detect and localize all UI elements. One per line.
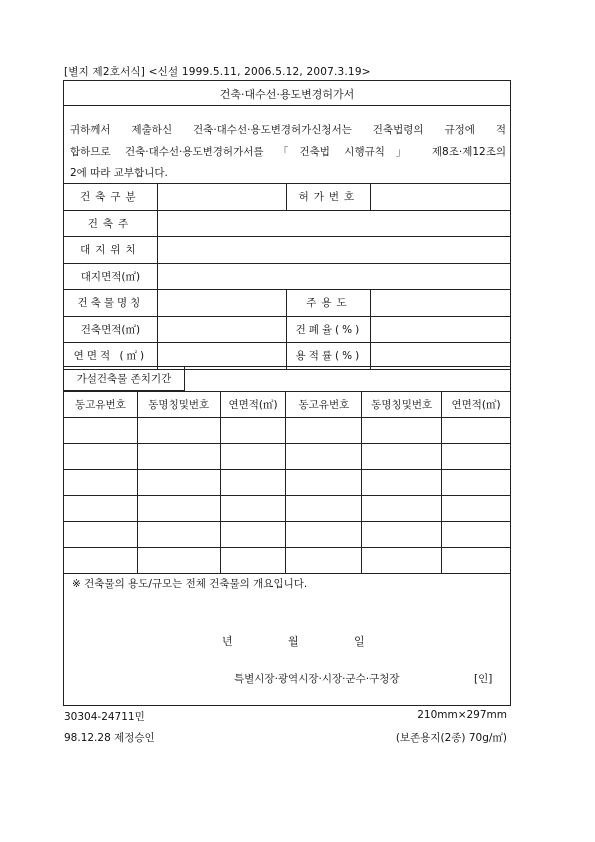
- table-cell[interactable]: [286, 444, 362, 470]
- building-name-label: 건축물명칭: [64, 290, 158, 317]
- table-cell[interactable]: [220, 418, 286, 444]
- building-type-value[interactable]: [157, 184, 287, 211]
- col-header-building-name: 동명칭및번호: [137, 392, 220, 418]
- paper-size: 210mm×297mm: [417, 709, 507, 721]
- official-seal: [인]: [474, 673, 493, 685]
- table-cell[interactable]: [442, 470, 511, 496]
- table-cell[interactable]: [220, 470, 286, 496]
- building-area-value[interactable]: [157, 316, 287, 343]
- temp-period-value[interactable]: [184, 367, 511, 391]
- intro-line: 2에 따라 교부합니다.: [70, 167, 168, 179]
- site-area-value[interactable]: [157, 263, 510, 290]
- temp-period-label: 가설건축물 존치기간: [64, 367, 185, 391]
- building-info-table: [63, 183, 511, 370]
- table-cell[interactable]: [220, 444, 286, 470]
- table-row: [64, 522, 511, 548]
- intro-text: [70, 120, 506, 185]
- table-cell[interactable]: [137, 444, 220, 470]
- building-type-label: 건축구분: [64, 184, 158, 211]
- table-cell[interactable]: [362, 522, 442, 548]
- buildings-table: [63, 391, 511, 574]
- table-row: [64, 548, 511, 574]
- date-day: 일: [354, 635, 365, 648]
- table-cell[interactable]: [286, 470, 362, 496]
- table-row: [64, 470, 511, 496]
- site-location-value[interactable]: [157, 237, 510, 264]
- table-cell[interactable]: [64, 418, 138, 444]
- col-header-building-id: 동고유번호: [286, 392, 362, 418]
- table-cell[interactable]: [442, 444, 511, 470]
- table-cell[interactable]: [286, 418, 362, 444]
- table-cell[interactable]: [286, 496, 362, 522]
- table-cell[interactable]: [220, 548, 286, 574]
- intro-line: 귀하께서 제출하신 건축·대수선·용도변경허가신청서는 건축법령의 규정에 적: [70, 124, 506, 136]
- coverage-ratio-value[interactable]: [371, 316, 511, 343]
- table-cell[interactable]: [137, 548, 220, 574]
- owner-value[interactable]: [157, 210, 510, 237]
- issuing-authority: 특별시장·광역시장·시장·군수·구청장: [234, 673, 400, 685]
- permit-number-label: 허가번호: [287, 184, 371, 211]
- col-header-building-name: 동명칭및번호: [362, 392, 442, 418]
- form-title: 건축·대수선·용도변경허가서: [219, 88, 355, 101]
- site-location-label: 대지위치: [64, 237, 158, 264]
- table-cell[interactable]: [137, 496, 220, 522]
- table-cell[interactable]: [362, 444, 442, 470]
- issue-date: [222, 633, 365, 649]
- table-cell[interactable]: [64, 548, 138, 574]
- table-cell[interactable]: [286, 548, 362, 574]
- table-cell[interactable]: [442, 496, 511, 522]
- owner-label: 건축주: [64, 210, 158, 237]
- table-cell[interactable]: [64, 522, 138, 548]
- approval-date: 98.12.28 제정승인: [64, 732, 155, 744]
- intro-line: 합하므로 건축·대수선·용도변경허가서를 「건축법 시행규칙」 제8조·제12조의: [70, 145, 506, 158]
- form-header: [별지 제2호서식] <신설 1999.5.11, 2006.5.12, 2007.3.19>: [64, 66, 371, 78]
- table-cell[interactable]: [362, 548, 442, 574]
- paper-spec: (보존용지(2종) 70g/㎡): [395, 732, 507, 744]
- table-row: [64, 496, 511, 522]
- table-cell[interactable]: [442, 522, 511, 548]
- table-cell[interactable]: [137, 418, 220, 444]
- table-row: [64, 418, 511, 444]
- total-floor-area-label: 연면적 (㎡): [64, 343, 158, 370]
- floor-area-ratio-label: 용적률(%): [287, 343, 371, 370]
- permit-form: [63, 80, 511, 706]
- title-divider: [64, 105, 510, 106]
- date-year: 년: [222, 635, 233, 648]
- main-use-value[interactable]: [371, 290, 511, 317]
- overview-note: ※ 건축물의 용도/규모는 전체 건축물의 개요입니다.: [72, 578, 308, 590]
- table-cell[interactable]: [64, 470, 138, 496]
- table-header-row: [64, 392, 511, 418]
- site-area-label: 대지면적(㎡): [64, 263, 158, 290]
- form-code: 30304-24711민: [64, 711, 145, 723]
- table-cell[interactable]: [64, 444, 138, 470]
- building-area-label: 건축면적(㎡): [64, 316, 158, 343]
- main-use-label: 주용도: [287, 290, 371, 317]
- building-name-value[interactable]: [157, 290, 287, 317]
- col-header-floor-area: 연면적(㎡): [442, 392, 511, 418]
- table-cell[interactable]: [286, 522, 362, 548]
- coverage-ratio-label: 건폐율(%): [287, 316, 371, 343]
- table-cell[interactable]: [442, 548, 511, 574]
- table-cell[interactable]: [442, 418, 511, 444]
- temp-period-table: [63, 366, 511, 391]
- table-row: [64, 444, 511, 470]
- table-cell[interactable]: [220, 496, 286, 522]
- table-cell[interactable]: [362, 496, 442, 522]
- table-cell[interactable]: [137, 522, 220, 548]
- permit-number-value[interactable]: [371, 184, 511, 211]
- table-cell[interactable]: [64, 496, 138, 522]
- table-cell[interactable]: [137, 470, 220, 496]
- table-cell[interactable]: [220, 522, 286, 548]
- date-month: 월: [288, 635, 299, 648]
- table-cell[interactable]: [362, 470, 442, 496]
- col-header-floor-area: 연면적(㎡): [220, 392, 286, 418]
- col-header-building-id: 동고유번호: [64, 392, 138, 418]
- table-cell[interactable]: [362, 418, 442, 444]
